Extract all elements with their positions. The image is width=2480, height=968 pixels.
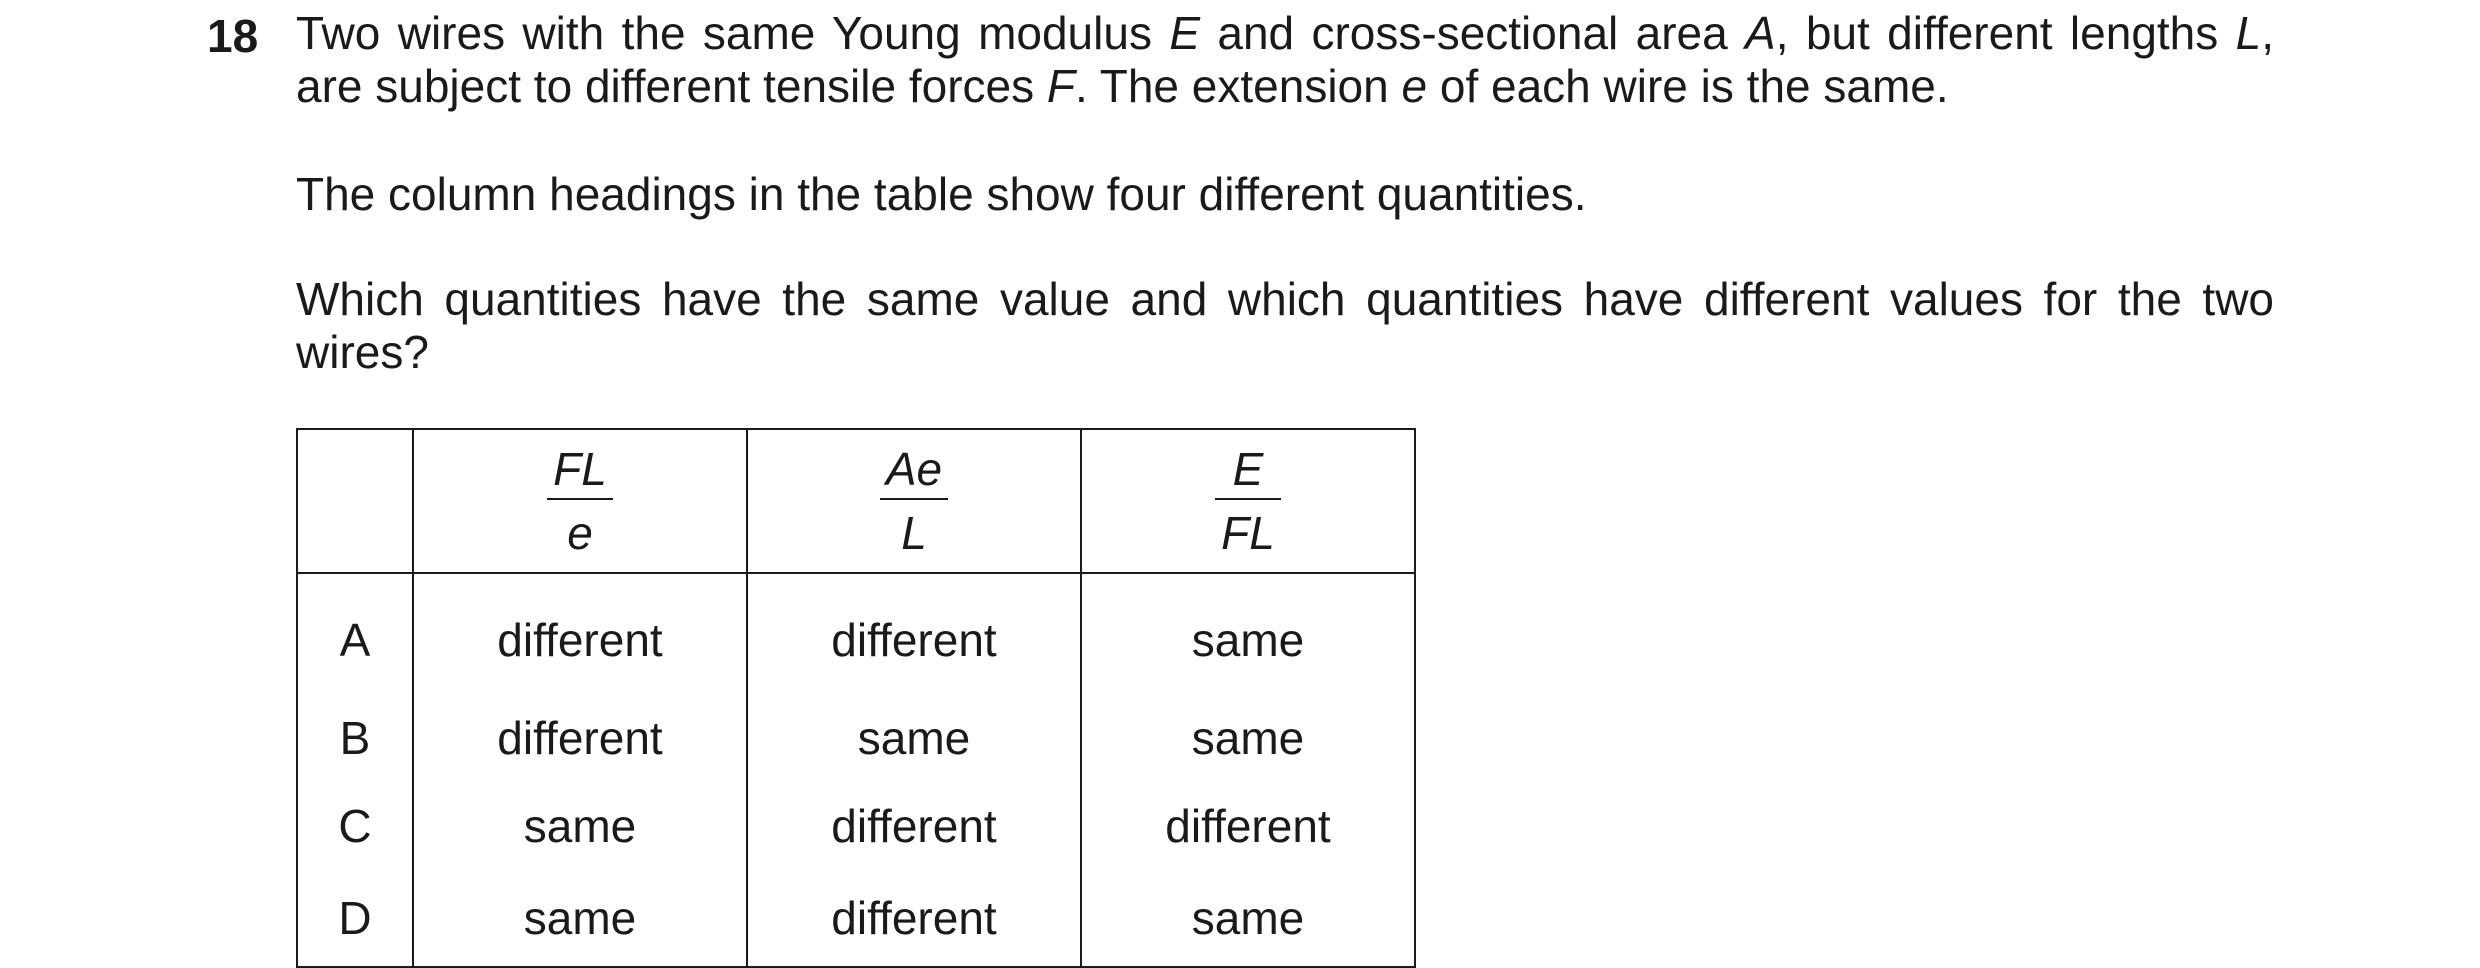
fraction [880, 443, 948, 559]
fraction [1215, 443, 1281, 559]
table-cell: different [413, 573, 747, 694]
fraction-numerator: Ae [880, 446, 948, 500]
option-row-c[interactable] [297, 782, 1415, 870]
table-cell: different [747, 870, 1081, 967]
table-cell: different [413, 694, 747, 782]
option-row-d[interactable] [297, 870, 1415, 967]
table-cell: same [1081, 694, 1415, 782]
option-row-a[interactable] [297, 573, 1415, 694]
table-cell: same [1081, 870, 1415, 967]
fraction-numerator: FL [547, 446, 613, 500]
table-cell: same [747, 694, 1081, 782]
question-prompt: Which quantities have the same value and which quantities have different values for the two wires? [296, 273, 2274, 378]
option-label: D [297, 870, 413, 967]
table-cell: different [1081, 782, 1415, 870]
fraction-denominator: e [567, 507, 593, 559]
option-row-b[interactable] [297, 694, 1415, 782]
table-cell: same [413, 782, 747, 870]
fraction-denominator: L [901, 507, 927, 559]
table-cell: same [413, 870, 747, 967]
fraction-denominator: FL [1221, 507, 1275, 559]
answer-table [296, 428, 1416, 968]
header-blank-cell [297, 429, 413, 573]
fraction-numerator: E [1215, 446, 1281, 500]
option-label: B [297, 694, 413, 782]
question-context: The column headings in the table show four different quantities. [296, 168, 1587, 220]
table-cell: same [1081, 573, 1415, 694]
question-stem: Two wires with the same Young modulus E and cross-sectional area A, but different lengths L, are subject to different tensile forces F. The extension e of each wire is the same. [296, 7, 2274, 112]
question-number: 18 [207, 10, 259, 62]
header-cell-ae-over-l [747, 429, 1081, 573]
table-cell: different [747, 782, 1081, 870]
header-cell-fl-over-e [413, 429, 747, 573]
fraction [547, 443, 613, 559]
option-label: A [297, 573, 413, 694]
table-cell: different [747, 573, 1081, 694]
option-label: C [297, 782, 413, 870]
header-row [297, 429, 1415, 573]
header-cell-e-over-fl [1081, 429, 1415, 573]
